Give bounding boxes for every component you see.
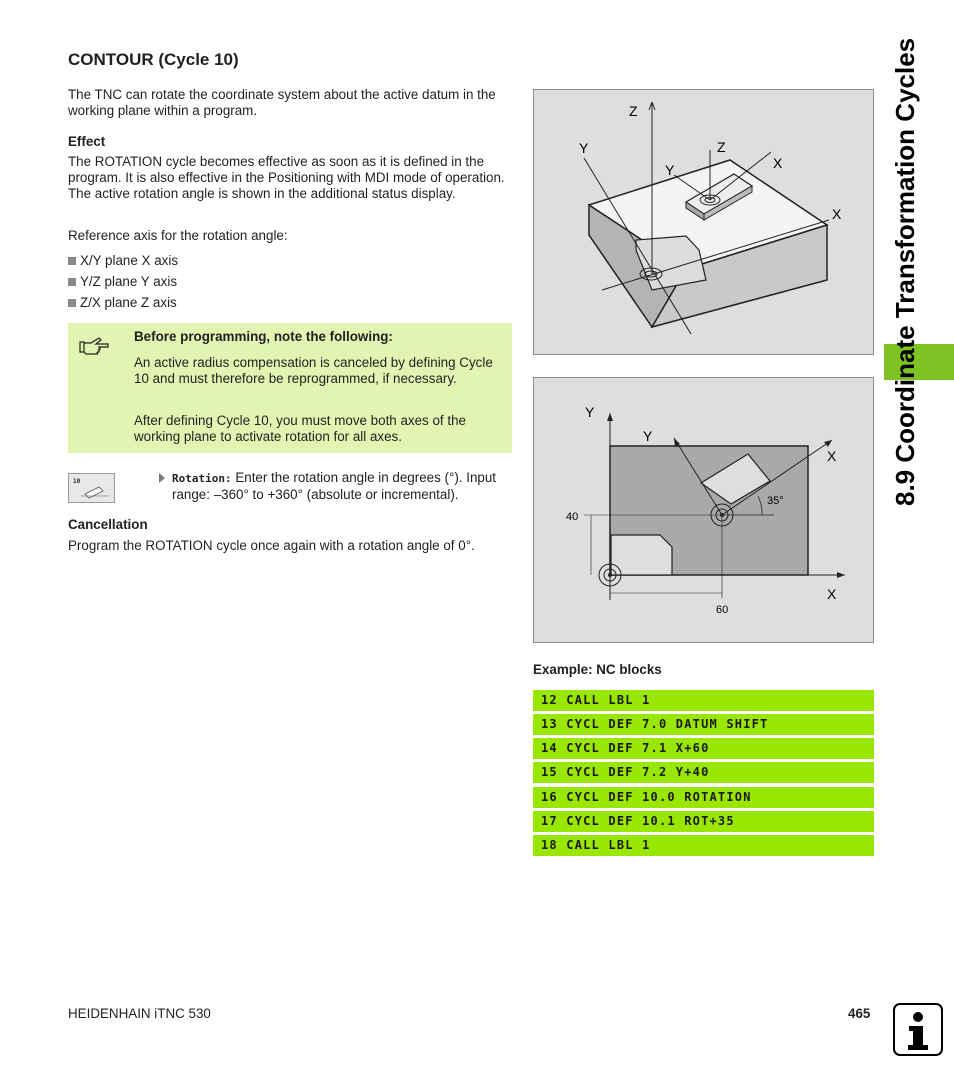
- pointing-hand-icon: [78, 333, 110, 357]
- svg-text:Z: Z: [629, 103, 638, 119]
- nc-block: 13 CYCL DEF 7.0 DATUM SHIFT: [533, 714, 874, 735]
- note-paragraph: An active radius compensation is canceled by defining Cycle 10 and must therefore be reprogrammed, if necessary.: [134, 355, 493, 386]
- parameter-name: Rotation:: [172, 472, 232, 485]
- svg-text:X: X: [827, 586, 837, 602]
- page-heading: CONTOUR (Cycle 10): [68, 50, 239, 69]
- bullet-square-icon: [68, 299, 76, 307]
- bullet-square-icon: [68, 257, 76, 265]
- note-paragraph: After defining Cycle 10, you must move both axes of the working plane to activate rotation for all axes.: [134, 413, 466, 444]
- effect-heading: Effect: [68, 134, 106, 149]
- nc-block: 15 CYCL DEF 7.2 Y+40: [533, 762, 874, 783]
- svg-text:35°: 35°: [767, 495, 784, 507]
- effect-paragraph: The ROTATION cycle becomes effective as soon as it is defined in the program. It is also effective in the Positioning with MDI mode of operation. The active rotation angle is shown in the additional status display.: [68, 154, 505, 201]
- svg-text:Z: Z: [717, 139, 726, 155]
- nc-block: 14 CYCL DEF 7.1 X+60: [533, 738, 874, 759]
- svg-text:60: 60: [716, 604, 729, 616]
- svg-text:10: 10: [73, 478, 81, 485]
- rotation-3d-drawing: [534, 90, 873, 354]
- parameter-description: Enter the rotation angle in degrees (°). Input range: –360° to +360° (absolute or incremental).: [172, 470, 497, 502]
- svg-text:X: X: [827, 448, 837, 464]
- footer-product: HEIDENHAIN iTNC 530: [68, 1006, 211, 1021]
- cancellation-paragraph: Program the ROTATION cycle once again with a rotation angle of 0°.: [68, 538, 475, 553]
- rotation-2d-drawing: [534, 378, 873, 642]
- svg-text:Y: Y: [579, 140, 589, 156]
- reference-axis-label: Reference axis for the rotation angle:: [68, 228, 288, 243]
- svg-text:Y: Y: [643, 428, 653, 444]
- nc-block: 17 CYCL DEF 10.1 ROT+35: [533, 811, 874, 832]
- svg-text:X: X: [832, 206, 842, 222]
- rotation-softkey-icon: [69, 474, 114, 502]
- rotation-parameter: [160, 470, 512, 503]
- intro-paragraph: The TNC can rotate the coordinate system about the active datum in the working plane within a program.: [68, 87, 496, 118]
- svg-text:Y: Y: [585, 404, 595, 420]
- cancellation-heading: Cancellation: [68, 517, 148, 532]
- programming-note: [68, 323, 512, 453]
- svg-text:X: X: [773, 155, 783, 171]
- axis-list-item: Y/Z plane Y axis: [68, 274, 177, 289]
- svg-text:Y: Y: [665, 162, 675, 178]
- nc-block: 12 CALL LBL 1: [533, 690, 874, 711]
- info-icon: [893, 1003, 943, 1056]
- bullet-square-icon: [68, 278, 76, 286]
- svg-text:40: 40: [566, 511, 579, 523]
- cycle-10-softkey[interactable]: [68, 473, 115, 503]
- page-number: 465: [848, 1006, 871, 1021]
- nc-block: 18 CALL LBL 1: [533, 835, 874, 856]
- axis-list-item: X/Y plane X axis: [68, 253, 178, 268]
- axis-list-item: Z/X plane Z axis: [68, 295, 177, 310]
- rotation-2d-figure: [533, 377, 874, 643]
- triangle-bullet-icon: [159, 473, 165, 483]
- example-heading: Example: NC blocks: [533, 662, 662, 677]
- rotation-3d-figure: [533, 89, 874, 355]
- note-heading: Before programming, note the following:: [134, 329, 393, 344]
- nc-block: 16 CYCL DEF 10.0 ROTATION: [533, 787, 874, 808]
